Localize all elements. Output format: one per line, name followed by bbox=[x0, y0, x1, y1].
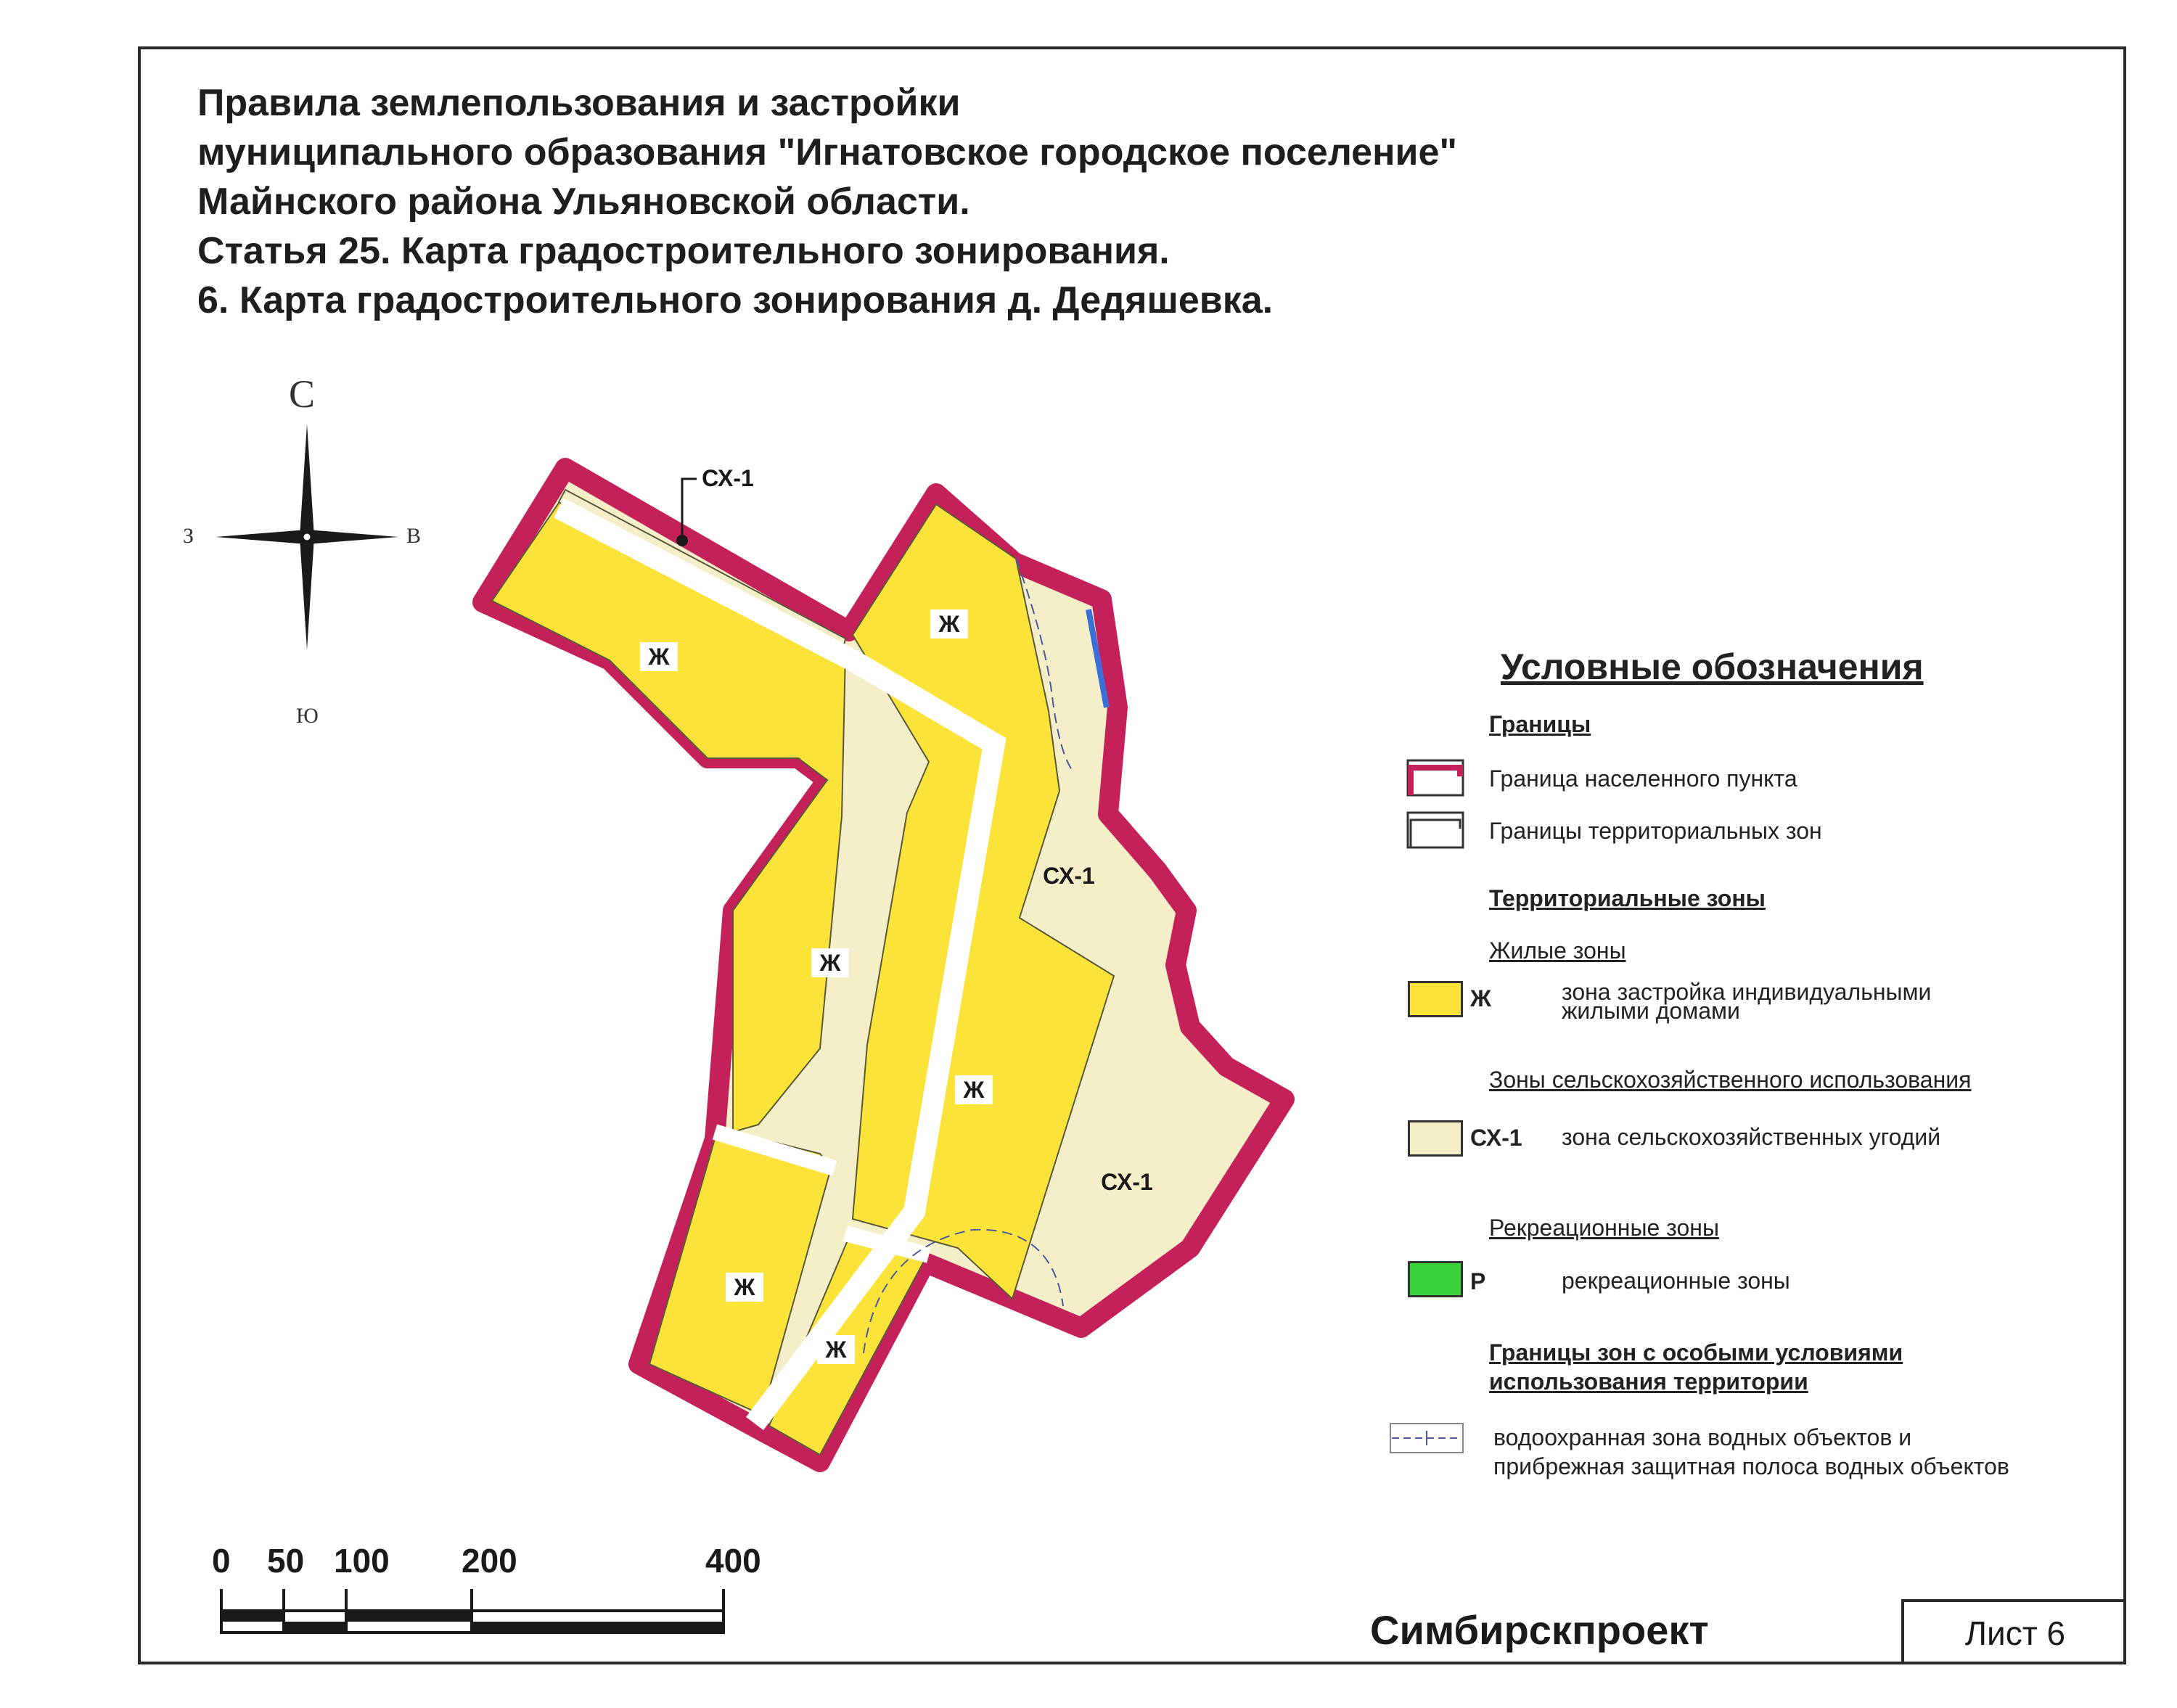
legend-symbols bbox=[1390, 760, 1463, 1453]
label-zh-5: Ж bbox=[734, 1274, 755, 1300]
scale-label-0: 0 bbox=[212, 1542, 231, 1580]
settlement-territory bbox=[483, 468, 1284, 1462]
legend-agri-head: Зоны сельскохозяйственного использования bbox=[1489, 1067, 1972, 1093]
legend-recreation-code: Р bbox=[1470, 1268, 1486, 1294]
title-line-3: Майнского района Ульяновской области. bbox=[197, 181, 970, 223]
legend-residential-head: Жилые зоны bbox=[1489, 937, 1626, 964]
label-zh-1: Ж bbox=[648, 644, 670, 670]
compass-rose bbox=[216, 424, 398, 650]
legend-residential-desc-1: зона застройка индивидуальными bbox=[1562, 979, 1932, 1005]
legend-agri-code: СХ-1 bbox=[1470, 1125, 1522, 1151]
label-zh-2: Ж bbox=[938, 611, 960, 637]
legend-boundaries-head: Границы bbox=[1489, 711, 1591, 737]
sheet-number bbox=[1901, 1599, 2126, 1664]
scale-label-200: 200 bbox=[462, 1542, 517, 1580]
scale-bar bbox=[221, 1589, 723, 1633]
legend-residential-code: Ж bbox=[1470, 985, 1491, 1011]
label-zh-4: Ж bbox=[963, 1077, 985, 1103]
legend-zone-boundary: Границы территориальных зон bbox=[1489, 818, 1822, 844]
legend-water-desc-2: прибрежная защитная полоса водных объектов bbox=[1493, 1453, 2009, 1479]
label-agri-2: СХ-1 bbox=[1043, 863, 1095, 889]
label-agri-3: СХ-1 bbox=[1101, 1169, 1153, 1195]
label-agri-1: СХ-1 bbox=[702, 465, 754, 491]
legend-zones-head: Территориальные зоны bbox=[1489, 885, 1766, 911]
compass-south: Ю bbox=[296, 704, 319, 728]
title-line-5: 6. Карта градостроительного зонирования д. Дедяшевка. bbox=[197, 279, 1274, 321]
legend-residential-desc-2: жилыми домами bbox=[1562, 998, 1740, 1024]
legend-special-head-1: Границы зон с особыми условиями bbox=[1489, 1339, 1903, 1366]
maker-name: Симбирскпроект bbox=[1370, 1607, 1709, 1653]
label-zh-3: Ж bbox=[819, 950, 841, 976]
sheet-number-text: Лист 6 bbox=[1964, 1614, 2066, 1652]
title-line-2: муниципального образования "Игнатовское городское поселение" bbox=[197, 131, 1458, 173]
label-zh-6: Ж bbox=[825, 1337, 847, 1363]
legend-title: Условные обозначения bbox=[1501, 646, 1924, 687]
title-line-1: Правила землепользования и застройки bbox=[197, 82, 961, 124]
compass-west: З bbox=[183, 524, 194, 548]
legend-special-head-2: использования территории bbox=[1489, 1368, 1808, 1395]
legend-settlement-boundary: Граница населенного пункта bbox=[1489, 765, 1797, 792]
compass-north: С bbox=[289, 372, 316, 416]
title-line-4: Статья 25. Карта градостроительного зонирования. bbox=[197, 230, 1170, 272]
legend-recreation-desc: рекреационные зоны bbox=[1562, 1268, 1790, 1294]
legend-water-desc-1: водоохранная зона водных объектов и bbox=[1493, 1424, 1912, 1450]
scale-label-50: 50 bbox=[267, 1542, 305, 1580]
legend-recreation-head: Рекреационные зоны bbox=[1489, 1215, 1719, 1241]
scale-label-400: 400 bbox=[705, 1542, 761, 1580]
legend-agri-desc: зона сельскохозяйственных угодий bbox=[1562, 1124, 1941, 1150]
scale-label-100: 100 bbox=[334, 1542, 390, 1580]
compass-east: В bbox=[406, 524, 422, 548]
label-leader-dot bbox=[676, 535, 688, 546]
